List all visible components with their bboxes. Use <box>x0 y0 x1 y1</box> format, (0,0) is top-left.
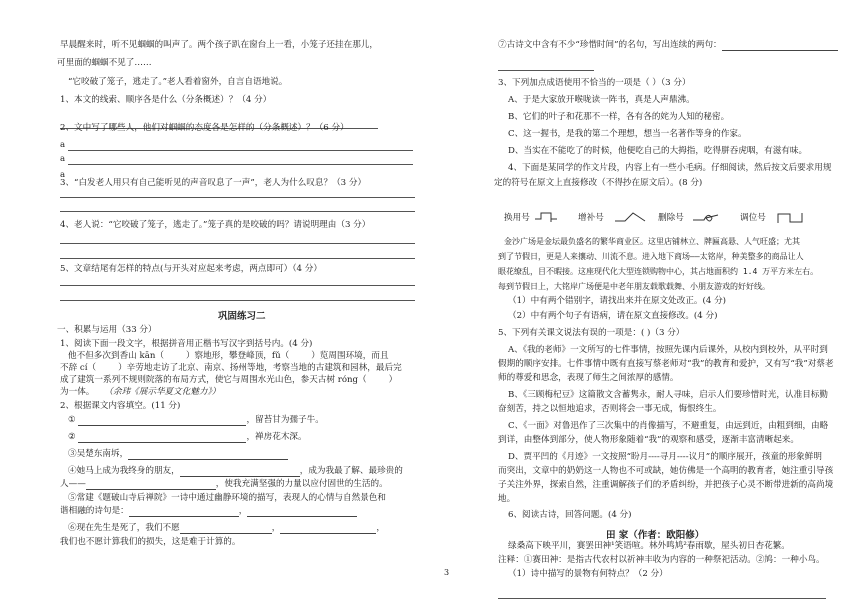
answer-line[interactable] <box>60 285 415 286</box>
replace-symbol-icon <box>534 211 558 223</box>
fill-blank-7: ⑦古诗文中含有不少“珍惜时间”的名句，写出连续的两句： <box>498 40 838 51</box>
fill-blank-5: ⑤常建《题破山寺后禅院》一诗中通过幽静环境的描写，表现人的心情与自然景色和 <box>68 493 386 503</box>
poem-text: 绿桑高下映平川，赛罢田神¹笑语喧。林外鸣鸠²春雨歇，屋头初日杏花繁。 <box>508 541 790 551</box>
option-a[interactable]: A、《我的老师》一文所写的七件事情，按照先课内后课外，从校内到校外，从平时到 <box>508 345 828 355</box>
option-d[interactable]: D、贾平凹的《月迹》一文按照“盼月----寻月----议月”的顺序展开，孩童的形象鲜明 <box>508 452 822 462</box>
question-5: 5、下列有关课文说法有误的一项是：( )（3 分） <box>498 328 685 338</box>
blank-field[interactable] <box>722 41 838 51</box>
section-title: 巩固练习二 <box>218 311 266 322</box>
pinyin-line: 为一体。 （余玮《展示华夏文化魅力》） <box>60 387 221 397</box>
swap-label: 调位号 <box>740 213 766 223</box>
option-b[interactable]: B、《三顾梅杞豆》这篇散文含蓄隽永，耐人寻味，启示人们要珍惜时光，认准目标勤 <box>508 390 828 400</box>
answer-line[interactable] <box>60 258 415 259</box>
option-c[interactable]: C、这一握书，是我的第二个理想，想当一名著作等身的作家。 <box>508 129 747 139</box>
option-b[interactable]: B、它们的叶子和花那不一样，各有各的姹为人知的秘密。 <box>508 112 730 122</box>
question-4-cont: 定的符号在原文上直接修改（不得抄在原文后）。(8 分) <box>494 178 703 188</box>
answer-mark: a <box>60 154 66 164</box>
option-a-cont: 假期的顺序安排。七件事情中既有直接写蔡老师对“我”的教育和爱护，又有写“我”对蔡老 <box>498 359 834 369</box>
replace-label: 换用号 <box>504 213 530 223</box>
question: 2、根据课文内容填空。(11 分) <box>60 401 181 411</box>
citation: （余玮《展示华夏文化魅力》） <box>104 387 221 397</box>
fill-blank-3: ③吴楚东南坼， <box>68 449 288 460</box>
question-3: 3、“白发老人用只有自己能听见的声音叹息了一声”，老人为什么叹息？（3 分） <box>60 178 367 188</box>
pinyin-line: 他不但多次到香山 kān（ ）察地形，攀登峰顶，fǔ（ ）览周围环境，而且 <box>68 351 389 361</box>
option-d-cont: 地。 <box>498 494 516 504</box>
fill-blank-1: ① ，留苔甘为孺子牛。 <box>68 415 324 425</box>
answer-line[interactable] <box>68 164 413 165</box>
fill-blank-4-cont: 人—— ，使我充满坚强的力量以应付固世的生活的。 <box>60 479 388 489</box>
poem-note: 注释：①赛田神：是指古代农村以祈神丰收为内容的一种祭祀活动。②鸠：一种小鸟。 <box>498 555 825 565</box>
page-number: 3 <box>444 568 450 577</box>
answer-mark: a <box>60 140 66 150</box>
fill-blank-6: ⑥现在先生是死了，我们不愿 ， ， <box>68 523 385 533</box>
sub-question: （1）诗中描写的景物有何特点？（2 分） <box>508 569 668 579</box>
sub-question: （2）中有两个句子有语病，请在原文直接修改。(4 分) <box>508 311 718 321</box>
option-c[interactable]: C、《一面》对鲁迅作了三次集中的肖像描写，不避重复，由远到近，由粗到细，由略 <box>508 421 829 431</box>
paragraph: 早晨醒来时，听不见蝈蝈的叫声了。两个孩子趴在窗台上一看，小笼子还挂在那儿， <box>60 40 378 50</box>
passage-line: 到了节假日，更是人来攘动、川流不息。进入地下商场——太铭岸，种美整多的商品让人 <box>498 252 804 261</box>
section-heading: 一、积累与运用（33 分） <box>57 325 157 335</box>
insert-label: 增补号 <box>578 213 604 223</box>
delete-label: 删除号 <box>658 213 684 223</box>
passage-line: 眼花缭乱，目不暇接。这座现代化大型连锁购物中心，其占地面积约 1.4 万平方米左右。 <box>498 267 819 276</box>
poem-title: 田 家（作者：欧阳修） <box>606 530 705 541</box>
question-2: 2、文中写了哪些人，他们对蝈蝈的态度各是怎样的（分条概述）？（6 分） <box>60 123 349 133</box>
option-d[interactable]: D、当实在不能吃了的时候，他便吃自己的大拇指，吃得胼吞虎咽，有滋有味。 <box>508 146 808 156</box>
answer-mark: a <box>60 170 66 180</box>
proofread-symbols <box>498 211 828 225</box>
paragraph: “它咬破了笼子，逃走了。”老人看着窗外，自言自语地说。 <box>68 77 288 87</box>
answer-line[interactable] <box>60 197 415 198</box>
answer-line[interactable] <box>498 70 594 71</box>
pinyin-line: 不辞 cí（ ）辛劳地走访了北京、南京、扬州等地，考察当地的古建筑和园林，最后完 <box>60 363 402 373</box>
fill-blank-2: ② ，禅房花木深。 <box>68 432 307 442</box>
passage-line: 金沙广场是金坛最负盛名的繁华商业区。这里店铺林立、牌匾高悬、人气旺盛；尤其 <box>504 237 800 246</box>
blank-field[interactable] <box>280 524 376 534</box>
passage-line: 每到节假日上，大铭岸广场便是中老年朋友载歌载舞、小朋友游戏的好好线。 <box>498 282 770 291</box>
option-b-cont: 奋刻苦，持之以恒地追求，否则将会一事无成，悔恨终生。 <box>498 404 722 414</box>
question-5: 5、文章结尾有怎样的特点(与开头对应起来考虑，两点即可）（4 分） <box>60 264 322 274</box>
blank-field[interactable] <box>129 507 239 517</box>
question-4: 4、下面是某同学的作文片段，内容上有一些小毛病。仔细阅读，然后按文后要求用规 <box>508 163 832 173</box>
question-3: 3、下列加点成语使用不恰当的一项是（ ）（3 分） <box>498 78 691 88</box>
question-6: 6、阅读古诗，回答问题。(4 分) <box>508 510 632 520</box>
delete-symbol-icon <box>692 211 720 225</box>
question-1: 1、本文的线索、顺序各是什么（分条概述）？（4 分） <box>60 95 272 105</box>
blank-field[interactable] <box>78 416 246 426</box>
blank-field[interactable] <box>180 467 300 477</box>
blank-field[interactable] <box>128 450 288 460</box>
option-d-cont: 而突出，文章中的奶奶这一人物也不可或缺，她仿佛是一个高明的教育者，她注重引导孩 <box>498 466 834 476</box>
blank-field[interactable] <box>247 507 357 517</box>
question: 1、阅读下面一段文字，根据拼音用正楷书写汉字到括号内。(4 分) <box>60 339 313 349</box>
paragraph: 我们也不愿计算我们的损失，这是难于计算的。 <box>60 537 241 547</box>
pinyin-line: 成了建筑一系列不规则院落的布局方式，使它与周围水光山色，参天古树 róng（ ） <box>60 375 398 385</box>
option-a-cont: 师的尊爱和思念，表现了师生之间浓厚的感情。 <box>498 373 679 383</box>
insert-symbol-icon <box>614 211 646 223</box>
option-d-cont: 子关注外界，探索自然，注重调解孩子们的矛盾纠纷，并把孩子心灵不断带进新的高尚境 <box>498 480 834 490</box>
fill-blank-4: ④她马上成为我终身的朋友， ，成为我最了解、最珍贵的 <box>68 466 403 476</box>
answer-line[interactable] <box>498 598 826 599</box>
sub-question: （1）中有两个错别字，请找出来并在原文处改正。(4 分) <box>508 296 727 306</box>
answer-line[interactable] <box>60 211 415 212</box>
blank-field[interactable] <box>78 433 246 443</box>
blank-field[interactable] <box>180 524 272 534</box>
option-a[interactable]: A、于是大家放开喉咙读一阵书，真是人声鼎沸。 <box>508 95 695 105</box>
question-4: 4、老人说：“它咬破了笼子，逃走了。”笼子真的是咬破的吗？请说明理由（3 分） <box>60 220 371 230</box>
fill-blank-5-cont: 谐相融的诗句是： ， <box>60 506 357 517</box>
answer-line[interactable] <box>60 243 415 244</box>
option-c-cont: 到详，由整体到部分，使人物形象随着“我”的观察和感受，逐渐丰富清晰起来。 <box>498 435 799 445</box>
answer-line[interactable] <box>68 150 413 151</box>
answer-line[interactable] <box>60 300 415 301</box>
blank-field[interactable] <box>86 480 216 490</box>
swap-symbol-icon <box>776 211 808 225</box>
paragraph: 可里面的蝈蝈不见了…… <box>57 58 152 68</box>
